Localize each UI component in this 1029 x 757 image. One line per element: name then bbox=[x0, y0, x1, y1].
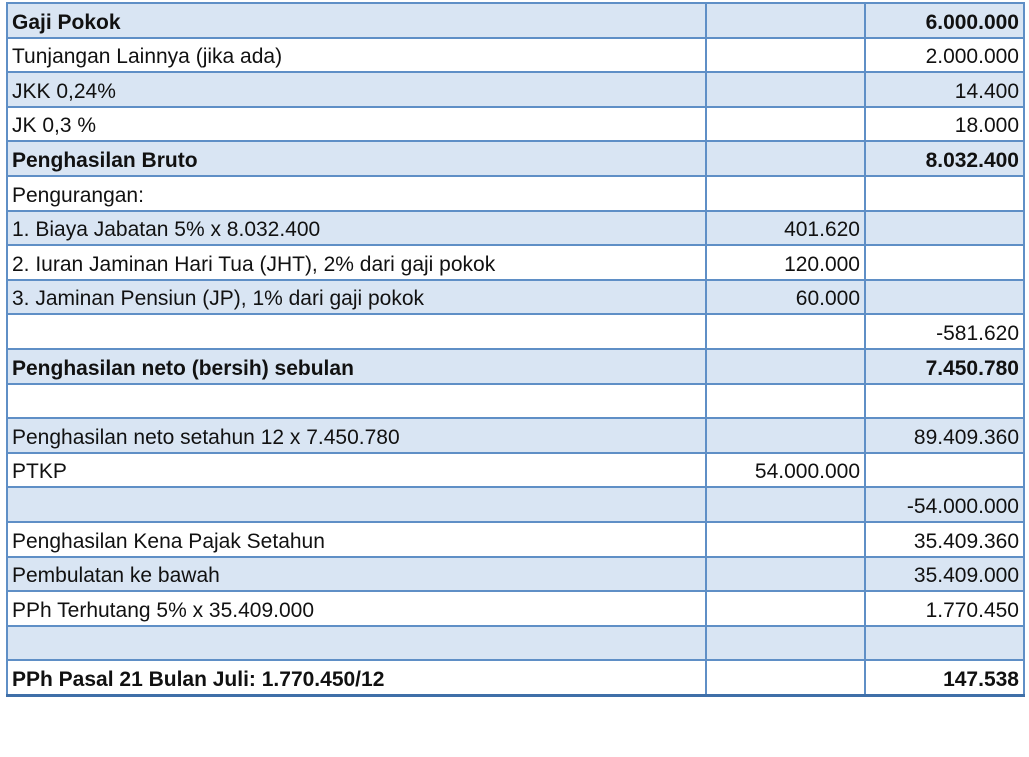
row-deduction-cell[interactable] bbox=[706, 418, 865, 453]
table-row bbox=[7, 453, 1024, 488]
row-deduction-cell[interactable]: 60.000 bbox=[706, 280, 865, 315]
row-label-cell[interactable]: Pengurangan: bbox=[7, 176, 706, 211]
table-row bbox=[7, 314, 1024, 349]
row-amount-cell[interactable]: 18.000 bbox=[865, 107, 1024, 142]
table-row bbox=[7, 487, 1024, 522]
row-amount-cell[interactable]: 8.032.400 bbox=[865, 141, 1024, 176]
row-amount-cell[interactable]: 7.450.780 bbox=[865, 349, 1024, 384]
row-deduction-cell[interactable] bbox=[706, 107, 865, 142]
table-row bbox=[7, 280, 1024, 315]
row-amount-cell[interactable]: -54.000.000 bbox=[865, 487, 1024, 522]
table-row bbox=[7, 522, 1024, 557]
row-amount-cell[interactable] bbox=[865, 280, 1024, 315]
table-row bbox=[7, 626, 1024, 661]
row-amount-cell[interactable]: 35.409.000 bbox=[865, 557, 1024, 592]
row-label-cell[interactable] bbox=[7, 314, 706, 349]
row-deduction-cell[interactable] bbox=[706, 314, 865, 349]
row-deduction-cell[interactable] bbox=[706, 522, 865, 557]
row-label-cell[interactable]: JK 0,3 % bbox=[7, 107, 706, 142]
row-deduction-cell[interactable]: 120.000 bbox=[706, 245, 865, 280]
row-amount-cell[interactable]: 1.770.450 bbox=[865, 591, 1024, 626]
table-row bbox=[7, 38, 1024, 73]
row-amount-cell[interactable]: 14.400 bbox=[865, 72, 1024, 107]
row-deduction-cell[interactable] bbox=[706, 3, 865, 38]
row-label-cell[interactable] bbox=[7, 384, 706, 419]
row-deduction-cell[interactable] bbox=[706, 591, 865, 626]
row-label-cell[interactable]: PPh Terhutang 5% x 35.409.000 bbox=[7, 591, 706, 626]
row-deduction-cell[interactable] bbox=[706, 38, 865, 73]
row-label-cell[interactable]: Tunjangan Lainnya (jika ada) bbox=[7, 38, 706, 73]
row-label-cell[interactable]: Gaji Pokok bbox=[7, 3, 706, 38]
row-label-cell[interactable]: JKK 0,24% bbox=[7, 72, 706, 107]
row-label-cell[interactable]: PPh Pasal 21 Bulan Juli: 1.770.450/12 bbox=[7, 660, 706, 695]
row-amount-cell[interactable]: 147.538 bbox=[865, 660, 1024, 695]
table-row bbox=[7, 660, 1024, 695]
table-row bbox=[7, 557, 1024, 592]
row-label-cell[interactable]: Penghasilan Bruto bbox=[7, 141, 706, 176]
row-deduction-cell[interactable] bbox=[706, 72, 865, 107]
table-row bbox=[7, 591, 1024, 626]
row-amount-cell[interactable]: 6.000.000 bbox=[865, 3, 1024, 38]
row-label-cell[interactable] bbox=[7, 487, 706, 522]
row-label-cell[interactable]: 1. Biaya Jabatan 5% x 8.032.400 bbox=[7, 211, 706, 246]
row-amount-cell[interactable]: 35.409.360 bbox=[865, 522, 1024, 557]
table-row bbox=[7, 211, 1024, 246]
row-deduction-cell[interactable] bbox=[706, 626, 865, 661]
row-deduction-cell[interactable]: 54.000.000 bbox=[706, 453, 865, 488]
row-label-cell[interactable]: Penghasilan neto setahun 12 x 7.450.780 bbox=[7, 418, 706, 453]
row-amount-cell[interactable] bbox=[865, 245, 1024, 280]
row-amount-cell[interactable] bbox=[865, 626, 1024, 661]
table-row bbox=[7, 141, 1024, 176]
table-row bbox=[7, 349, 1024, 384]
row-deduction-cell[interactable] bbox=[706, 384, 865, 419]
row-deduction-cell[interactable]: 401.620 bbox=[706, 211, 865, 246]
table-row bbox=[7, 418, 1024, 453]
row-deduction-cell[interactable] bbox=[706, 349, 865, 384]
row-deduction-cell[interactable] bbox=[706, 487, 865, 522]
row-label-cell[interactable]: 2. Iuran Jaminan Hari Tua (JHT), 2% dari gaji pokok bbox=[7, 245, 706, 280]
row-label-cell[interactable] bbox=[7, 626, 706, 661]
row-label-cell[interactable]: Penghasilan neto (bersih) sebulan bbox=[7, 349, 706, 384]
table-row bbox=[7, 176, 1024, 211]
row-label-cell[interactable]: 3. Jaminan Pensiun (JP), 1% dari gaji pokok bbox=[7, 280, 706, 315]
row-deduction-cell[interactable] bbox=[706, 141, 865, 176]
table-row bbox=[7, 3, 1024, 38]
row-label-cell[interactable]: Pembulatan ke bawah bbox=[7, 557, 706, 592]
table-row bbox=[7, 245, 1024, 280]
row-amount-cell[interactable]: 2.000.000 bbox=[865, 38, 1024, 73]
table-body bbox=[7, 3, 1024, 695]
row-amount-cell[interactable]: 89.409.360 bbox=[865, 418, 1024, 453]
row-amount-cell[interactable] bbox=[865, 176, 1024, 211]
table-row bbox=[7, 384, 1024, 419]
table-row bbox=[7, 72, 1024, 107]
row-amount-cell[interactable] bbox=[865, 211, 1024, 246]
row-deduction-cell[interactable] bbox=[706, 176, 865, 211]
table-row bbox=[7, 107, 1024, 142]
row-amount-cell[interactable] bbox=[865, 384, 1024, 419]
row-amount-cell[interactable]: -581.620 bbox=[865, 314, 1024, 349]
pph21-calculation-table bbox=[6, 2, 1025, 697]
row-amount-cell[interactable] bbox=[865, 453, 1024, 488]
row-label-cell[interactable]: PTKP bbox=[7, 453, 706, 488]
row-label-cell[interactable]: Penghasilan Kena Pajak Setahun bbox=[7, 522, 706, 557]
row-deduction-cell[interactable] bbox=[706, 557, 865, 592]
row-deduction-cell[interactable] bbox=[706, 660, 865, 695]
